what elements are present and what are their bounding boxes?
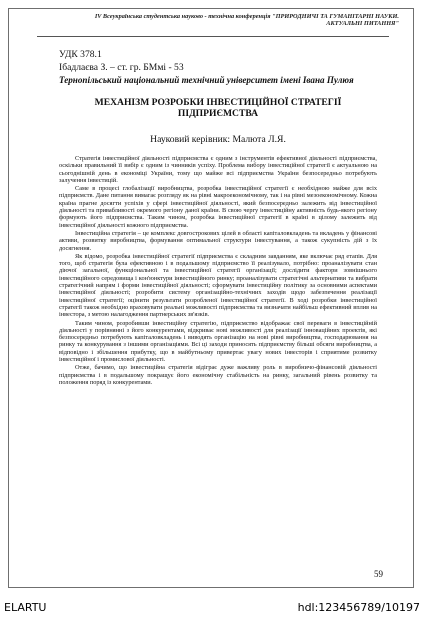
udc-code: УДК 378.1 bbox=[59, 49, 102, 60]
body-paragraph: Саме в процесі глобалізації виробництва, розробка інвестиційної стратегії є необхідною майже для всіх підприємств. Дане питання вимагає розгляду як на рівні макроекономічному, так і на рівні мезоекономічному. Кожна країна прагне досягти успіхів у сфері інвестиційної діяльності, який безпосередньо залежить від інвестиційної діяльності та привабливості окремого регіону даної країни. В свою чергу інвестиційну активність будь-якого регіону формують його підприємства. Таким чином, розробка інвестиційної стратегії в країні в цілому залежить від інвестиційної діяльності кожного підприємства. bbox=[59, 185, 377, 229]
footer-bar bbox=[0, 595, 424, 620]
article-title: МЕХАНІЗМ РОЗРОБКИ ІНВЕСТИЦІЙНОЇ СТРАТЕГІЇ ПІДПРИЄМСТВА bbox=[94, 97, 342, 119]
body-paragraph: Як відомо, розробка інвестиційної стратегії підприємства є складним завданням, яке включає ряд етапів. Для того, щоб стратегія була ефективною і в подальшому підприємство її реалізувало, потрібно: проаналізувати стан діючої загальної, функціональної та інвестиційної стратегії організації; дослідити фактори зовнішнього інвестиційного середовища і кон'юнктури інвестиційного ринку; проаналізувати стратегічні альтернативи та вибрати стратегічний напрям і форми інвестиційної діяльності; сформувати інвестиційну політику за основними аспектами інвестиційної діяльності; розробити систему організаційно-технічних заходів щодо забезпечення реалізації інвестиційної стратегії; оцінити результати розробленої інвестиційної стратегії. В ході розробки інвестиційної стратегії також необхідно враховувати реальні можливості підприємства та визначати найбільш ефективний вплив на інвестора, з метою налагодження партнерських зв'язків. bbox=[59, 252, 377, 319]
page-number: 59 bbox=[374, 569, 383, 579]
conference-header-line-1: IV Всеукраїнська студентська науково - технічна конференція "ПРИРОДНИЧІ ТА ГУМАНІТАРНІ НАУКИ. bbox=[94, 13, 399, 20]
body-paragraph: Інвестиційна стратегія – це комплекс довгострокових цілей в області капіталовкладень та вкладень у фінансові активи, розвитку виробництва, формування оптимальної структури інвестування, а також сукупність дій з їх досягнення. bbox=[59, 229, 377, 252]
supervisor-line: Науковий керівник: Малюта Л.Я. bbox=[150, 134, 286, 145]
repository-name: ELARTU bbox=[4, 601, 47, 614]
author-line: Ібадлаєва З. – ст. гр. БМмі - 53 bbox=[59, 62, 184, 73]
handle-identifier[interactable]: hdl:123456789/10197 bbox=[297, 601, 420, 614]
conference-header-line-2: АКТУАЛЬНІ ПИТАННЯ" bbox=[326, 20, 399, 28]
article-body bbox=[59, 155, 377, 387]
body-paragraph: Отже, бачимо, що інвестиційна стратегія відіграє дуже важливу роль в виробничо-фінансовій діяльності підприємства і в подальшому покращує його економічну стабільність на ринку, загальний рівень розвитку та положення поряд із конкурентами. bbox=[59, 364, 377, 386]
body-paragraph: Таким чином, розробивши інвестиційну стратегію, підприємство відображає свої переваги в інвестиційній діяльності у порівнянні з його конкурентами, відкриває нові можливості для реалізації інноваційних проектів, які безпосередньо потребують капіталовкладень і виводять організацію на нові рівні виробництва, господарювання на ринку та конкурування з іншими організаціями. Всі ці заходи приносять підприємству більші обсяги виробництва, а відповідно і збільшення прибутку, що в майбутньому привертає увагу нових інвесторів і сприятиме розвитку інвестиційної і промислової діяльності. bbox=[59, 319, 377, 364]
body-paragraph: Стратегія інвестиційної діяльності підприємства є одним з інструментів ефективної діяльності підприємства, оскільки правильний її вибір є одним із чинників успіху. Проблема вибору інвестиційної стратегії є актуальною на сьогоднішній день в економіці України, тому що майже всі підприємства України безпосередньо потребують залучення інвестицій. bbox=[59, 155, 377, 184]
scanned-page bbox=[8, 8, 414, 588]
conference-header bbox=[81, 13, 399, 28]
university-name: Тернопільський національний технічний університет імені Івана Пулюя bbox=[59, 75, 354, 85]
header-divider bbox=[37, 36, 389, 37]
